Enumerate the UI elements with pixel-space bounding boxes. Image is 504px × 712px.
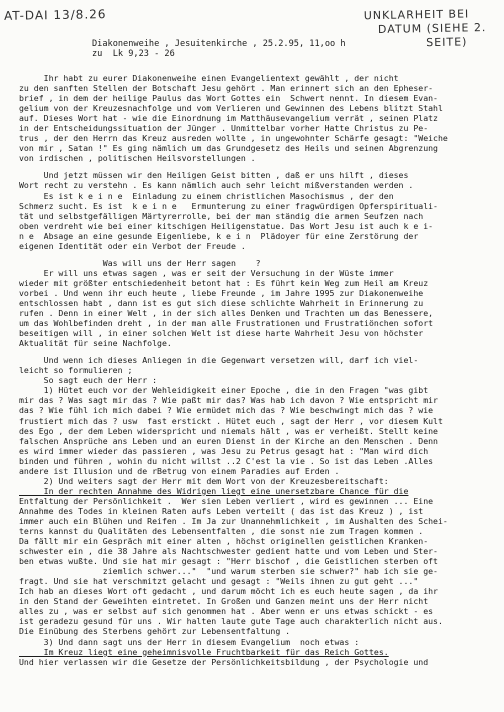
text-line: oben verdreht wie bei einer kitschigen Heiligenstatue. Das Wort Jesu ist auch k e i- (19, 220, 434, 231)
text-line: zu den sanften Stellen der Botschaft Jesu gehört . Man erinnert sich an den Epheser- (19, 83, 434, 94)
handwritten-date-note-line: SEITE) (426, 35, 468, 50)
text-line: ist geradezu gesund für uns . Wir halten laute gute Tage auch charakterlich nicht aus. (19, 616, 443, 627)
text-line: wieder mit größter entschiedenheit betont hat : Es führt kein Weg zum Heil am Kreuz (19, 277, 429, 288)
text-line: Annahme des Todes in kleinen Raten aufs Leben verteilt ( das ist das Kreuz ) , ist (19, 505, 424, 516)
text-line: ziemlich schwer..." "und warum sterben sie schwer?" hab ich sie ge- (19, 566, 438, 577)
paragraph (19, 355, 497, 666)
text-line: immer auch ein Blühen und Reifen . Im Ja zur Unannehmlichkeit , im Aushalten des Schei- (19, 515, 448, 526)
header-scripture: zu Lk 9,23 - 26 (92, 49, 175, 59)
text-line: Da fällt mir ein Gespräch mit einer alten , höchst originellen geistlichen Kranken- (19, 536, 429, 547)
point-2-line: 2) Und weiters sagt der Herr mit dem Wort von der Kreuzesbereitschaft: (19, 475, 389, 486)
point-1-line: 1) Hütet euch vor der Wehleidigkeit einer Epoche , die in den Fragen "was gibt (19, 385, 429, 396)
text-line: brief , in dem der heilige Paulus das Wort Gottes ein Schwert nennt. In diesem Evan- (19, 93, 438, 104)
text-line: auf. Dieses Wort hat - wie die Einordnung im Matthäusevangelium verrät , seinen Platz (19, 113, 438, 124)
text-line: Es ist k e i n e Einladung zu einem christlichen Masochismus , der den (19, 190, 394, 201)
text-line: von mir , Satan !" Es ging nämlich um das Grundgesetz des Heils und seinen Abgrenzung (19, 143, 438, 154)
underlined-line: Im Kreuz liegt eine geheimnisvolle Fruchtbarkeit für das Reich Gottes. (19, 646, 389, 657)
text-line: alles zu , was er selbst auf sich genommen hat . Aber wenn er uns etwas schickt - es (19, 606, 434, 617)
text-line: Und wenn ich dieses Anliegen in die Gegenwart versetzen will, darf ich viel- (19, 355, 419, 366)
document-header (92, 39, 346, 59)
text-line: tät und selbstgefälligen Märtyrerrolle, bei der man ständig die armen Seufzen nach (19, 210, 424, 221)
question-heading: Was will uns der Herr sagen ? (19, 257, 261, 268)
text-line: von irdischen , politischen Heilsvorstellungen . (19, 153, 256, 164)
text-line: das ? Wie fühl ich mich dabei ? Wie ermüdet mich das ? Wie beschwingt mich das ? wie (19, 405, 434, 416)
text-line: in den Stand der Geweihten eintretet. In Großen und Ganzen meint uns der Herr nicht (19, 596, 429, 607)
text-line: frustiert mich das ? usw fast erstickt . Hütet euch , sagt der Herr , vor diesem Kult (19, 415, 443, 426)
text-line: Und jetzt müssen wir den Heiligen Geist bitten , daß er uns hilft , dieses (19, 170, 409, 181)
text-line: Aktualität für seine Nachfolge. (19, 338, 172, 349)
sermon-text (19, 73, 497, 674)
text-line: fragt. Und sie hat verschmitzt gelacht und gesagt : "Weils ihnen zu gut geht ..." (19, 576, 419, 587)
text-line: in der Entscheidungssituation der Jünger . Unmittelbar vorher Hatte Christus zu Pe- (19, 123, 429, 134)
text-line: des Ego , der dem Leben widerspricht und niemals hält , was er verheißt. Stellt keine (19, 425, 438, 436)
text-line: andere ist Illusion und de rBetrug von einem Paradies auf Erden . (19, 465, 340, 476)
text-line: Die Einübung des Sterbens gehört zur Lebensentfaltung . (19, 626, 291, 637)
handwritten-date-note-line: UNKLARHEIT BEI (363, 7, 470, 23)
text-line: Entfaltung der Persönlichkeit . Wer sien Leben verliert , wird es gewinnen ... Eine (19, 495, 434, 506)
text-line: Und hier verlassen wir die Gesetze der Persönlichkeitsbildung , der Psychologie und (19, 656, 429, 667)
text-line: es wird immer wieder das passieren , was Jesu zu Petrus gesagt hat : "Man wird dich (19, 445, 429, 456)
text-line: beseitigen will , in einer solchen Welt ist diese harte Wahrheit Jesu von höchster (19, 328, 424, 339)
text-line: Wort recht zu verstehn . Es kann nämlich auch sehr leicht mißverstanden werden . (19, 180, 414, 191)
text-line: vorbei . Und wenn ihr euch heute , liebe Freunde , im Jahre 1995 zur Diakonenweihe (19, 287, 424, 298)
text-line: binden und führen , wohin du nicht willst ..2 C'est la vie . So ist das Leben .Alles (19, 455, 434, 466)
text-line: Ich hab an dieses Wort oft gedacht , und darum möcht ich es euch heute sagen , da ihr (19, 586, 438, 597)
text-line: terns kannst du Qualitäten des Lebensentfalten , die sonst nie zum Tragen kommen . (19, 526, 424, 537)
paragraph (19, 73, 497, 163)
text-line: So sagt euch der Herr : (19, 375, 158, 386)
text-line: mir das ? Was sagt mir das ? Wie paßt mir das? Was hab ich davon ? Wie entspricht mir (19, 395, 438, 406)
text-line: ben etwas wußte. Und sie hat mir gesagt : "Herr bischof , die Geistlichen sterben oft (19, 556, 438, 567)
text-line: n e Absage an eine gesunde Eigenliebe, k e i n Plädoyer für eine Zerstörung der (19, 230, 419, 241)
text-line: Er will uns etwas sagen , was er seit der Versuchung in der Wüste immer (19, 267, 394, 278)
handwritten-archive-note: AT-DAI 13/8.26 (3, 7, 107, 23)
text-line: entschlossen habt , dann ist es gut sich diese schlichte Wahrheit in Erinnerung zu (19, 297, 424, 308)
text-line: falschen Ansprüche ans Leben und an euren Dienst in der Kirche an den Menschen . Denn (19, 435, 438, 446)
paragraph (19, 258, 497, 348)
text-line: eigenen Identität oder ein Verbot der Freude . (19, 240, 246, 251)
text-line: Ihr habt zu eurer Diakonenweihe einen Evangelientext gewählt , der nicht (19, 73, 399, 83)
header-occasion: Diakonenweihe , Jesuitenkirche , 25.2.95, 11,oo h (92, 39, 346, 49)
text-line: um das Wohlbefinden dreht , in der man alle Frustrationen und Frustratiönchen sofort (19, 318, 434, 329)
text-line: Schmerz sucht. Es ist k e i n e Ermunterung zu einer fragwürdigen Opferspirituali- (19, 200, 438, 211)
handwritten-date-note-line: DATUM (SIEHE 2. (377, 21, 487, 36)
text-line: gelium von der Kreuzesnachfolge und vom Verlieren und Gewinnen des Lebens blitzt Stahl (19, 103, 443, 114)
handwritten-date-note (364, 7, 503, 51)
underlined-line: In der rechten Annahme des Widrigen liegt eine unersetzbare Chance für die (19, 485, 409, 496)
text-line: rufen . Denn in einer Welt , in der sich alles Denken und Trachten um das Benessere, (19, 308, 434, 319)
paragraph (19, 170, 497, 250)
text-line: leicht so formulieren ; (19, 365, 133, 376)
text-line: schwester ein , die 38 Jahre als Nachtschwester gedient hatte und vom Leben und Ster- (19, 546, 438, 557)
point-3-line: 3) Und dann sagt uns der Herr in diesem Evangelium noch etwas : (19, 636, 360, 647)
text-line: trus , der den Herrn das Kreuz ausreden wollte , in ungewohnter Schärfe gesagt: "Weiche (19, 133, 448, 144)
